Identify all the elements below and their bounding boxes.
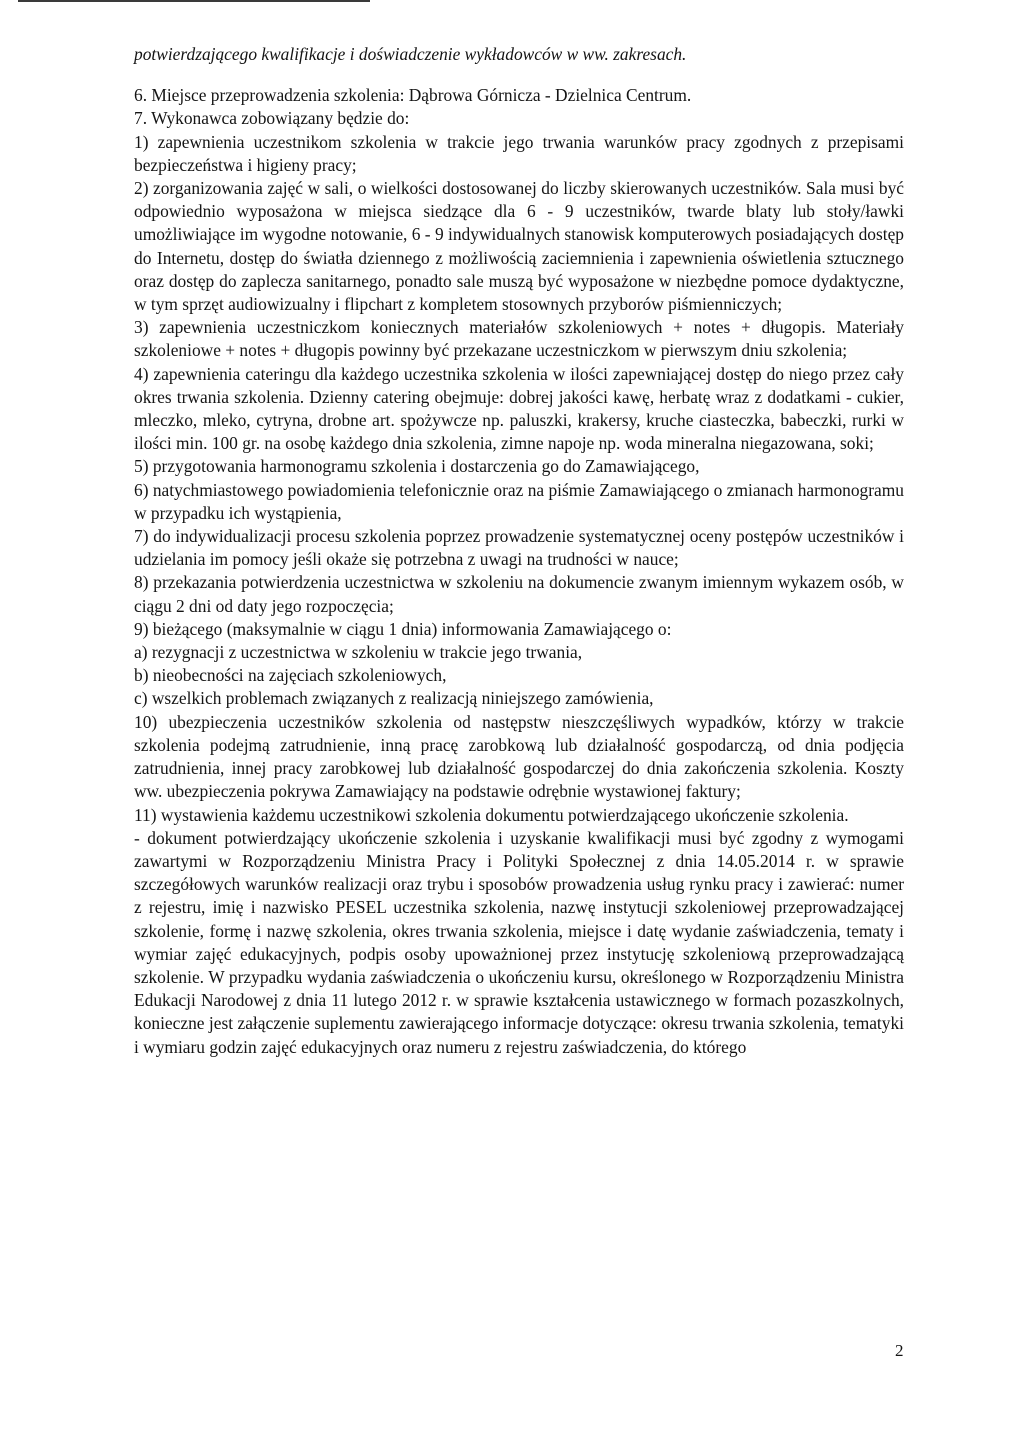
item-9: 9) bieżącego (maksymalnie w ciągu 1 dnia) informowania Zamawiającego o: <box>134 618 672 639</box>
item-9-a: a) rezygnacji z uczestnictwa w szkoleniu w trakcie jego trwania, <box>134 642 583 663</box>
item-2: 2) zorganizowania zajęć w sali, o wielkości dostosowanej do liczby skierowanych uczestników. Sala musi być odpowiednio wyposażona w miejsca siedzące dla 6 - 9 uczestników, twarde blaty lub stoły/ławki umożliwiające im wygodne notowanie, 6 - 9 indywidualnych stanowisk komputerowych posiadających dostęp do Internetu, dostęp do światła dziennego z możliwością zaciemnienia i zapewnienia oświetlenia sztucznego oraz dostęp do zaplecza sanitarnego, ponadto sale muszą być wyposażone w niezbędne pomoce dydaktyczne, w tym sprzęt audiowizualny i flipchart z kompletem stosownych przyborów piśmienniczych; <box>134 178 904 315</box>
item-3: 3) zapewnienia uczestniczkom koniecznych materiałów szkoleniowych + notes + długopis. Materiały szkoleniowe + notes + długopis powinny być przekazane uczestniczkom w pierwszym dniu szkolenia; <box>134 317 904 361</box>
item-5: 5) przygotowania harmonogramu szkolenia i dostarczenia go do Zamawiającego, <box>134 456 700 477</box>
continued-heading-fragment: potwierdzającego kwalifikacje i doświadczenie wykładowców w ww. zakresach. <box>134 44 687 64</box>
page-number: 2 <box>895 1341 904 1360</box>
document-body <box>134 43 904 1059</box>
item-9-c: c) wszelkich problemach związanych z realizacją niniejszego zamówienia, <box>134 688 654 709</box>
top-rule <box>18 0 370 2</box>
paragraph-place: 6. Miejsce przeprowadzenia szkolenia: Dąbrowa Górnicza - Dzielnica Centrum. <box>134 85 692 106</box>
item-1: 1) zapewnienia uczestnikom szkolenia w trakcie jego trwania warunków pracy zgodnych z przepisami bezpieczeństwa i higieny pracy; <box>134 131 904 175</box>
item-8: 8) przekazania potwierdzenia uczestnictwa w szkoleniu na dokumencie zwanym imiennym wykazem osób, w ciągu 2 dni od daty jego rozpoczęcia; <box>134 572 904 616</box>
paragraph-contractor-obligations: 7. Wykonawca zobowiązany będzie do: <box>134 108 410 129</box>
item-7: 7) do indywidualizacji procesu szkolenia poprzez prowadzenie systematycznej oceny postępów uczestników i udzielania im pomocy jeśli okaże się potrzebna z uwagi na trudności w nauce; <box>134 526 904 570</box>
certificate-requirements: - dokument potwierdzający ukończenie szkolenia i uzyskanie kwalifikacji musi być zgodny z wymogami zawartymi w Rozporządzeniu Ministra Pracy i Polityki Społecznej z dnia 14.05.2014 r. w sprawie szczegółowych warunków realizacji oraz trybu i sposobów prowadzenia usług rynku pracy i zawierać: numer z rejestru, imię i nazwisko PESEL uczestnika szkolenia, nazwę instytucji szkoleniowej przeprowadzającej szkolenie, formę i nazwę szkolenia, okres trwania szkolenia, miejsce i datę wydanie zaświadczenia, tematy i wymiar zajęć edukacyjnych, podpis osoby upoważnionej przez instytucję szkoleniową przeprowadzającą szkolenie. W przypadku wydania zaświadczenia o ukończeniu kursu, określonego w Rozporządzeniu Ministra Edukacji Narodowej z dnia 11 lutego 2012 r. w sprawie kształcenia ustawicznego w formach pozaszkolnych, konieczne jest załączenie suplementu zawierającego informacje dotyczące: okresu trwania szkolenia, tematyki i wymiaru godzin zajęć edukacyjnych oraz numeru z rejestru zaświadczenia, do którego <box>134 827 904 1057</box>
item-4: 4) zapewnienia cateringu dla każdego uczestnika szkolenia w ilości zapewniającej dostęp do niego przez cały okres trwania szkolenia. Dzienny catering obejmuje: dobrej jakości kawę, herbatę wraz z dodatkami - cukier, mleczko, mleko, cytryna, drobne art. spożywcze np. paluszki, krakersy, kruche ciasteczka, babeczki, rurki w ilości min. 100 gr. na osobę każdego dnia szkolenia, zimne napoje np. woda mineralna niegazowana, soki; <box>134 363 904 454</box>
item-10: 10) ubezpieczenia uczestników szkolenia od następstw nieszczęśliwych wypadków, którzy w trakcie szkolenia podejmą zatrudnienie, inną pracę zarobkową lub działalność gospodarczą, od dnia podjęcia zatrudnienia, innej pracy zarobkowej lub działalność gospodarczej do dnia zakończenia szkolenia. Koszty ww. ubezpieczenia pokrywa Zamawiający na podstawie odrębnie wystawionej faktury; <box>134 711 904 802</box>
item-9-b: b) nieobecności na zajęciach szkoleniowych, <box>134 665 447 686</box>
item-6: 6) natychmiastowego powiadomienia telefonicznie oraz na piśmie Zamawiającego o zmianach harmonogramu w przypadku ich wystąpienia, <box>134 479 904 523</box>
item-11: 11) wystawienia każdemu uczestnikowi szkolenia dokumentu potwierdzającego ukończenie szkolenia. <box>134 804 849 825</box>
